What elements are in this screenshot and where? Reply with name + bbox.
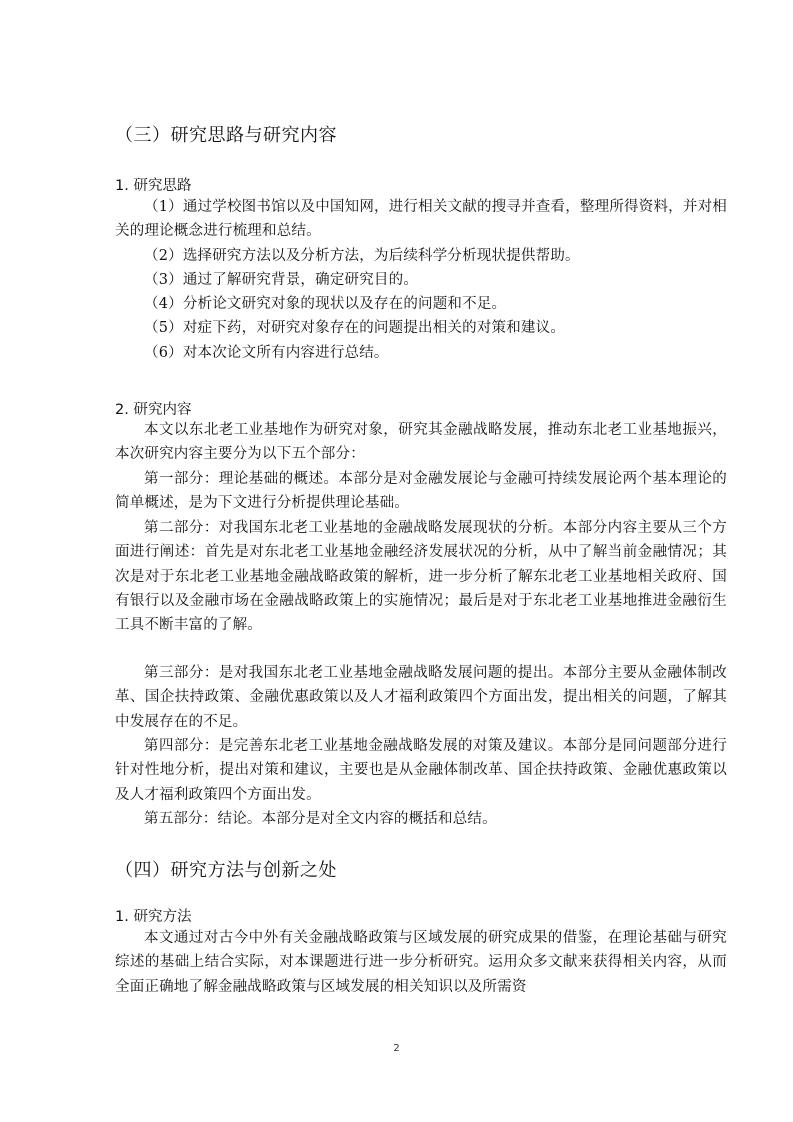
list-item: （2）选择研究方法以及分析方法，为后续科学分析现状提供帮助。 bbox=[144, 247, 580, 264]
list-item: （1）通过学校图书馆以及中国知网，进行相关文献的搜寻并查看，整理所得资料，并对相关的理论概念进行梳理和总结。 bbox=[115, 199, 727, 240]
list-item: （3）通过了解研究背景，确定研究目的。 bbox=[144, 271, 419, 288]
list-item: （5）对症下药，对研究对象存在的问题提出相关的对策和建议。 bbox=[144, 320, 566, 337]
subsection-heading-research-content: 2. 研究内容 bbox=[115, 402, 192, 418]
paragraph: 第二部分：对我国东北老工业基地的金融战略发展现状的分析。本部分内容主要从三个方面进行阐述：首先是对东北老工业基地金融经济发展状况的分析，从中了解当前金融情况；其次是对于东北老工业基地金融战略政策的解析，进一步分析了解东北老工业基地相关政府、国有银行以及金融市场在金融战略政策上的实施情况；最后是对于东北老工业基地推进金融衍生工具不断丰富的了解。 bbox=[115, 520, 727, 634]
paragraph: 本文通过对古今中外有关金融战略政策与区域发展的研究成果的借鉴，在理论基础与研究综述的基础上结合实际，对本课题进行进一步分析研究。运用众多文献来获得相关内容，从而全面正确地了解金融战略政策与区域发展的相关知识以及所需资 bbox=[115, 930, 727, 995]
section-heading-4: （四）研究方法与创新之处 bbox=[115, 860, 337, 881]
paragraph: 第一部分：理论基础的概述。本部分是对金融发展论与金融可持续发展论两个基本理论的简单概述，是为下文进行分析提供理论基础。 bbox=[115, 471, 727, 512]
section-heading-3: （三）研究思路与研究内容 bbox=[115, 125, 337, 146]
paragraph: 第三部分：是对我国东北老工业基地金融战略发展问题的提出。本部分主要从金融体制改革、国企扶持政策、金融优惠政策以及人才福利政策四个方面出发，提出相关的问题，了解其中发展存在的不足。 bbox=[115, 665, 727, 730]
page-number: 2 bbox=[393, 1043, 400, 1054]
research-approach-list bbox=[115, 195, 727, 365]
list-item: （4）分析论文研究对象的现状以及存在的问题和不足。 bbox=[144, 296, 507, 313]
paragraph: 第四部分：是完善东北老工业基地金融战略发展的对策及建议。本部分是同问题部分进行针对性地分析，提出对策和建议，主要也是从金融体制改革、国企扶持政策、金融优惠政策以及人才福利政策四个方面出发。 bbox=[115, 738, 727, 803]
subsection-heading-research-methods: 1. 研究方法 bbox=[115, 909, 192, 925]
list-item: （6）对本次论文所有内容进行总结。 bbox=[144, 344, 389, 361]
paragraph: 第五部分：结论。本部分是对全文内容的概括和总结。 bbox=[144, 811, 497, 827]
subsection-heading-research-approach: 1. 研究思路 bbox=[115, 178, 192, 194]
paragraph: 本文以东北老工业基地作为研究对象，研究其金融战略发展，推动东北老工业基地振兴，本次研究内容主要分为以下五个部分： bbox=[115, 422, 727, 463]
